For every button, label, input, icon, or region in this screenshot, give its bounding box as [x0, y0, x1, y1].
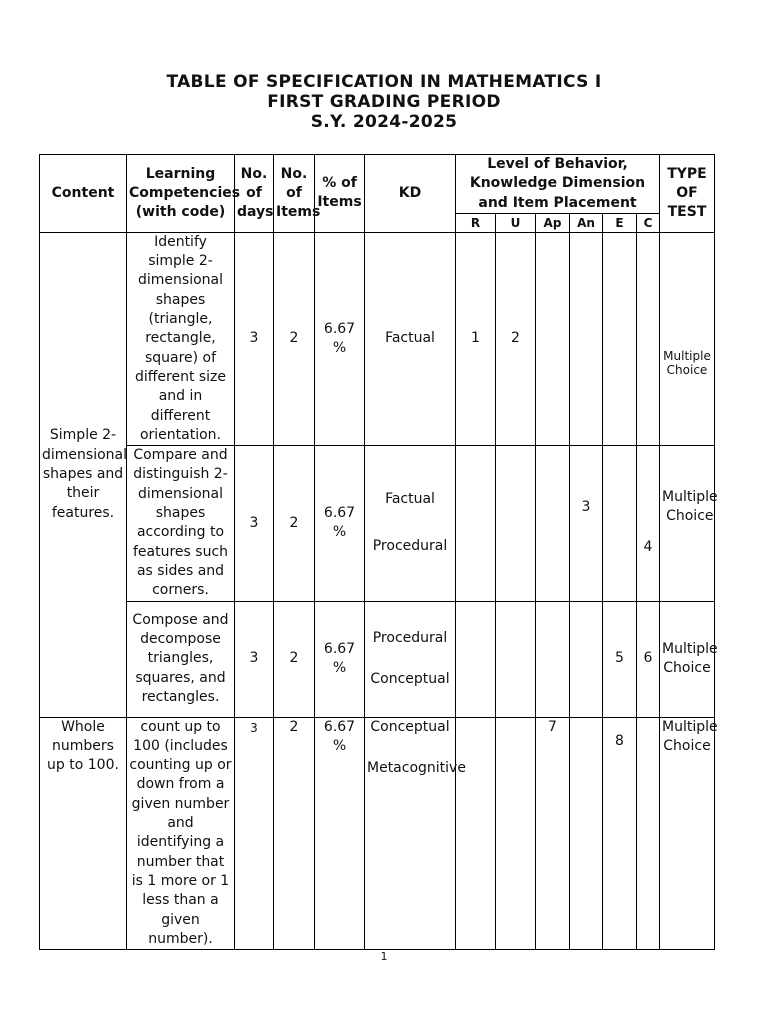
table-row: [40, 601, 715, 717]
level-r-cell: [456, 717, 496, 950]
document-title-block: [0, 72, 768, 132]
type-value: Multiple Choice: [663, 349, 711, 378]
kd-value-secondary: Metacognitive: [367, 759, 466, 776]
type-cell: Multiple Choice: [660, 717, 715, 950]
competency-cell: Compare and distinguish 2-dimensional shapes according to features such as sides and corners.: [127, 446, 235, 601]
level-e-cell: 5: [603, 601, 637, 717]
header-days: No. of days: [235, 155, 274, 233]
competency-cell: Compose and decompose triangles, squares, and rectangles.: [127, 601, 235, 717]
table-row: [40, 717, 715, 950]
header-level-of-behavior: Level of Behavior, Knowledge Dimension and Item Placement: [456, 155, 660, 214]
content-cell: Whole numbers up to 100.: [40, 717, 127, 950]
level-an-cell: [570, 717, 603, 950]
level-e-cell: [603, 232, 637, 445]
level-u-cell: [496, 601, 536, 717]
percent-cell: 6.67 %: [315, 717, 365, 950]
type-value: Multiple Choice: [662, 489, 718, 525]
kd-value: Factual: [385, 491, 435, 508]
header-row: [40, 155, 715, 214]
competency-cell: count up to 100 (includes counting up or down from a given number and identifying a number that is 1 more or 1 less than a given number).: [127, 717, 235, 950]
kd-value: Conceptual: [370, 718, 450, 735]
level-an-cell: [570, 601, 603, 717]
header-level-e: E: [603, 213, 637, 232]
kd-value-secondary: Procedural: [372, 538, 448, 555]
header-kd: KD: [365, 155, 456, 233]
level-r-cell: [456, 446, 496, 601]
level-e-cell: 8: [603, 717, 637, 950]
content-cell: Simple 2-dimensional shapes and their features.: [40, 232, 127, 717]
level-u-cell: [496, 446, 536, 601]
level-ap-cell: 7: [536, 717, 570, 950]
items-cell: 2: [274, 601, 315, 717]
kd-cell: [365, 717, 466, 950]
level-c-cell: [637, 717, 660, 950]
level-ap-cell: [536, 446, 570, 601]
days-cell: 3: [235, 446, 274, 601]
kd-cell: [365, 446, 456, 601]
kd-cell: [365, 601, 456, 717]
page-number: 1: [380, 950, 388, 963]
specification-table: [39, 154, 718, 950]
grading-period: FIRST GRADING PERIOD: [267, 92, 501, 112]
level-ap-cell: [536, 232, 570, 445]
level-an-cell: [570, 232, 603, 445]
header-level-r: R: [456, 213, 496, 232]
items-cell: 2: [274, 717, 315, 950]
level-r-cell: 1: [456, 232, 496, 445]
percent-cell: 6.67 %: [315, 232, 365, 445]
level-u-cell: [496, 717, 536, 950]
table-row: [40, 232, 715, 445]
level-u-cell: 2: [496, 232, 536, 445]
kd-value: Factual: [385, 330, 435, 347]
header-items: No. of Items: [274, 155, 315, 233]
header-level-ap: Ap: [536, 213, 570, 232]
days-cell: 3: [235, 717, 274, 950]
header-type-of-test: TYPE OF TEST: [660, 155, 715, 233]
document-title: TABLE OF SPECIFICATION IN MATHEMATICS I: [166, 72, 602, 92]
type-cell: [660, 446, 718, 601]
level-r-cell: [456, 601, 496, 717]
days-cell: 3: [235, 232, 274, 445]
level-ap-cell: [536, 601, 570, 717]
type-cell: Multiple Choice: [660, 601, 715, 717]
level-an-value: 3: [581, 498, 591, 515]
percent-cell: 6.67 %: [315, 446, 365, 601]
days-cell: 3: [235, 601, 274, 717]
level-c-cell: [637, 446, 660, 601]
school-year: S.Y. 2024-2025: [310, 112, 458, 132]
kd-value: Procedural: [372, 629, 448, 646]
percent-cell: 6.67 %: [315, 601, 365, 717]
header-competencies: Learning Competencies (with code): [127, 155, 235, 233]
level-c-cell: [637, 232, 660, 445]
header-percent: % of Items: [315, 155, 365, 233]
level-c-value: 4: [643, 538, 653, 555]
kd-value-secondary: Conceptual: [370, 671, 450, 688]
level-an-cell: [570, 446, 603, 601]
items-cell: 2: [274, 446, 315, 601]
header-level-u: U: [496, 213, 536, 232]
items-cell: 2: [274, 232, 315, 445]
level-e-cell: [603, 446, 637, 601]
header-level-c: C: [637, 213, 660, 232]
header-content: Content: [40, 155, 127, 233]
level-c-cell: 6: [637, 601, 660, 717]
type-cell: [660, 232, 715, 445]
table-row: [40, 446, 715, 601]
competency-cell: Identify simple 2-dimensional shapes (triangle, rectangle, square) of different size and in different orientation.: [127, 232, 235, 445]
kd-cell: [365, 232, 456, 445]
header-level-an: An: [570, 213, 603, 232]
